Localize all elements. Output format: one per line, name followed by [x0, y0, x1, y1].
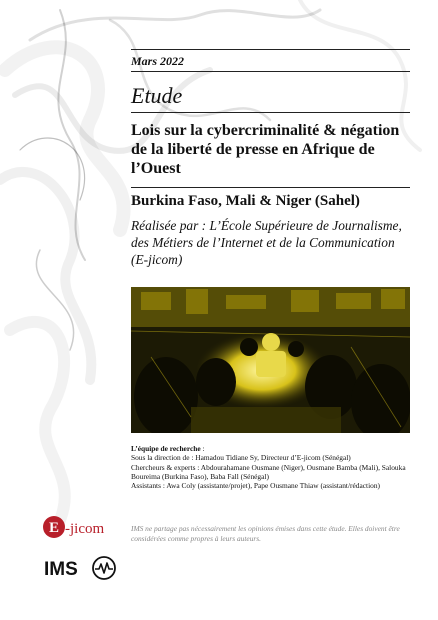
team-researchers: Chercheurs & experts : Abdourahamane Ousmane (Niger), Ousmane Bamba (Mali), Salouka Boureima (Burkina Faso), Baba Fall (Sénégal): [131, 462, 406, 481]
document-title: Lois sur la cybercriminalité & négation de la liberté de presse en Afrique de l’Ouest: [131, 122, 400, 177]
ims-logo: [44, 553, 120, 583]
research-team: L’équipe de recherche : Sous la direction de : Hamadou Tidiane Sy, Directeur d’E-jicom (Sénégal) Chercheurs & experts : Abdourahamane Ousmane (Niger), Ousmane Bamba (Mali), Salouka Boureima (Burkina Faso), Baba Fall (Sénégal) Assistants : Awa Coly (assistante/projet), Pape Ousmane Thiaw (assistant/rédaction): [131, 444, 416, 490]
date: Mars 2022: [131, 54, 185, 68]
disclaimer: IMS ne partage pas nécessairement les opinions émises dans cette étude. Elles doivent être considérées comme propres à leurs auteurs.: [131, 524, 400, 543]
ejicom-logo: [42, 512, 118, 542]
team-direction: Sous la direction de : Hamadou Tidiane Sy, Directeur d’E-jicom (Sénégal): [131, 453, 351, 463]
countries-subtitle: Burkina Faso, Mali & Niger (Sahel): [131, 193, 360, 209]
document-type: Etude: [131, 83, 183, 108]
team-heading: L’équipe de recherche: [131, 444, 201, 453]
date-rule: [131, 71, 410, 72]
authoring-organisation: Réalisée par : L’École Supérieure de Journalisme, des Métiers de l’Internet et de la Communication (E-jicom): [131, 218, 402, 267]
ejicom-logo-e: E: [48, 520, 60, 536]
cover-photo: [131, 287, 410, 433]
team-assistants: Assistants : Awa Coly (assistante/projet), Pape Ousmane Thiaw (assistant/rédaction): [131, 481, 380, 491]
top-rule: [131, 49, 410, 50]
etude-rule: [131, 112, 410, 113]
ejicom-logo-text: -jicom: [65, 521, 105, 537]
title-rule: [131, 187, 410, 188]
ims-logo-text: IMS: [44, 559, 78, 580]
